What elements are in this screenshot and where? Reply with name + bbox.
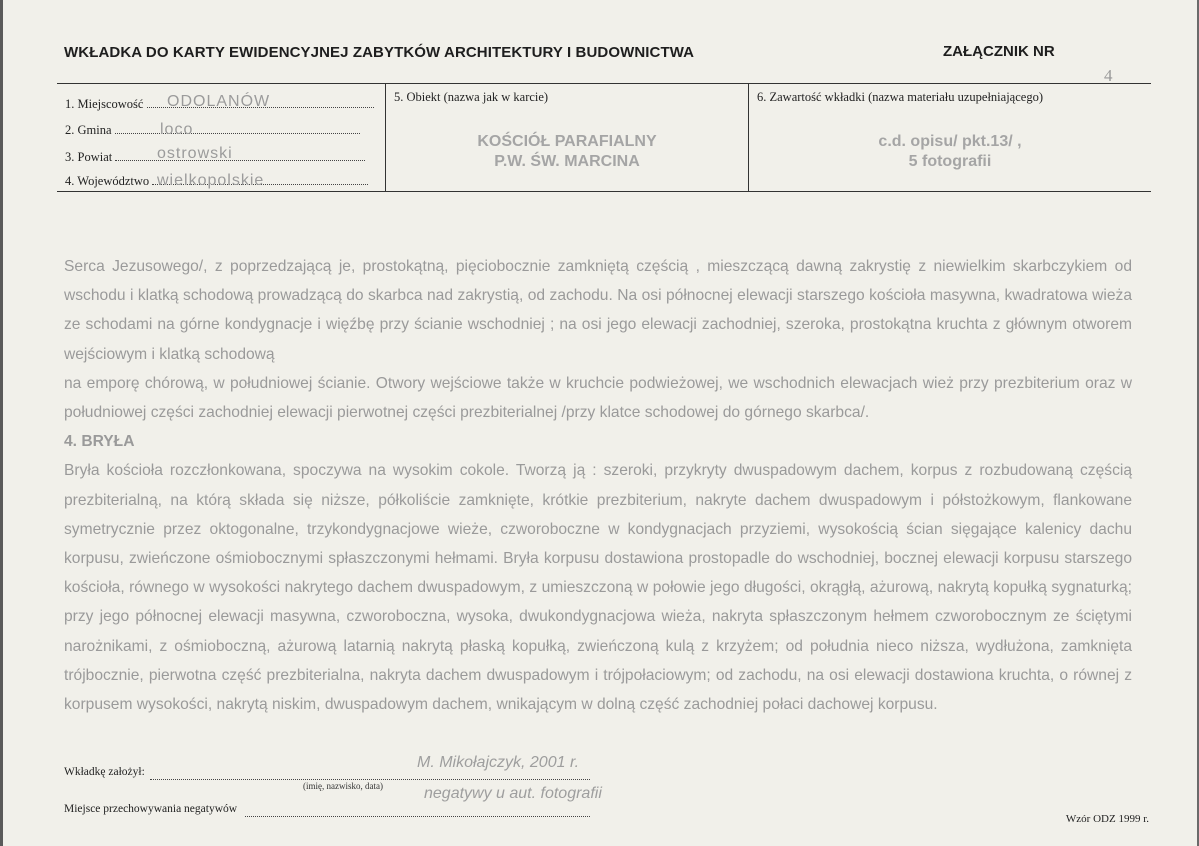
description-text (64, 252, 1132, 719)
county-line (115, 148, 365, 161)
annex-number: 4 (1104, 66, 1113, 85)
voivodeship-value: wielkopolskie (157, 172, 265, 189)
contents-heading: 6. Zawartość wkładki (nazwa materiału uzupełniającego) (757, 90, 1043, 104)
contents-value (749, 132, 1151, 172)
prepared-by-hint: (imię, nazwisko, data) (303, 781, 383, 791)
form-table (57, 83, 1151, 192)
negatives-label: Miejsce przechowywania negatywów (64, 803, 238, 815)
locality-label: 1. Miejscowość (65, 97, 144, 111)
object-name-line2: P.W. ŚW. MARCINA (494, 153, 640, 170)
locality-value: ODOLANÓW (167, 93, 271, 110)
voivodeship-label: 4. Województwo (65, 174, 150, 188)
scan-edge-left (0, 0, 3, 846)
contents-line2: 5 fotografii (908, 153, 992, 170)
template-note: Wzór ODZ 1999 r. (1065, 813, 1149, 825)
page-title: WKŁADKA DO KARTY EWIDENCYJNEJ ZABYTKÓW ARCHITEKTURY I BUDOWNICTWA (64, 44, 695, 61)
prepared-by-value: M. Mikołajczyk, 2001 r. (417, 754, 580, 771)
county-label: 3. Powiat (65, 150, 113, 164)
negatives-line (245, 815, 590, 817)
negatives-value: negatywy u aut. fotografii (424, 785, 602, 802)
contents-line1: c.d. opisu/ pkt.13/ , (878, 133, 1022, 150)
annex-label: ZAŁĄCZNIK NR (943, 43, 1055, 60)
object-name (386, 132, 748, 172)
county-value: ostrowski (157, 145, 233, 162)
description-paragraph: Serca Jezusowego/, z poprzedzającą je, prostokątną, pięciobocznie zamkniętą częścią , mieszczącą dawną zakrystię z niewielkim skarbczykiem od wschodu i klatką schodową prowadzącą do skarbca nad zakrystią, od zachodu. Na osi północnej elewacji starszego kościoła masywna, kwadratowa wieża ze schodami na górne kondygnacje i więźbę przy ścianie wschodniej ; na osi jego elewacji zachodniej, szeroka, prostokątna kruchta z głównym otworem wejściowym i klatką schodową (64, 258, 1132, 363)
prepared-by-label: Wkładkę założył: (64, 766, 145, 778)
object-heading: 5. Obiekt (nazwa jak w karcie) (394, 90, 549, 104)
prepared-by-line (150, 778, 590, 780)
section-heading: 4. BRYŁA (64, 433, 135, 451)
commune-label: 2. Gmina (65, 123, 112, 137)
commune-line (115, 121, 360, 134)
description-paragraph: na emporę chórową, w południowej ścianie. Otwory wejściowe także w kruchcie podwieżowej, we wschodnich elewacjach wież przy prezbiterium oraz w południowej części zachodniej elewacji pierwotnej części prezbiterialnej /przy klatce schodowej do górnego skarbca/. (64, 374, 1132, 422)
object-name-line1: KOŚCIÓŁ PARAFIALNY (477, 133, 657, 150)
commune-row (65, 121, 360, 138)
commune-value: loco (160, 121, 194, 138)
description-paragraph: Bryła kościoła rozczłonkowana, spoczywa na wysokim cokole. Tworzą ją : szeroki, przykryty dwuspadowym dachem, korpus z rozbudowaną częścią prezbiterialną, na którą składa się niższe, półkoliście zamknięte, krótkie prezbiterium, nakryte dachem dwuspadowym i półstożkowym, flankowane symetrycznie przez oktogonalne, trzykondygnacjowe wieże, czworoboczne w kondygnacjach przyziemi, wysokością ścian sięgające kalenicy dachu korpusu, zwieńczone ośmiobocznymi spłaszczonymi hełmami. Bryła korpusu dostawiona prostopadle do wschodniej, bocznej elewacji korpusu starszego kościoła, równego w wysokości nakrytego dachem dwuspadowym, z umieszczoną w połowie jego długości, okrągłą, ażurową, nakrytą kopułką sygnaturką; przy jego północnej elewacji masywna, czworoboczna, wysoka, dwukondygnacjowa wieża, nakryta spłaszczonym hełmem czworobocznym ze ściętymi narożnikami, z ośmioboczną, ażurową latarnią nakrytą płaską kopułką, zwieńczoną kulą z krzyżem; od południa nieco niższa, wydłużona, zamknięta trójbocznie, pierwotna część prezbiterialna, nakryta dachem dwuspadowym i trójpołaciowym; od zachodu, na osi elewacji dostawiona kruchta, o równej z korpusem wysokości, nakrytą niskim, dwuspadowym dachem, wnikającym w dolną część zachodniej połaci dachowej korpusu. (64, 462, 1132, 714)
